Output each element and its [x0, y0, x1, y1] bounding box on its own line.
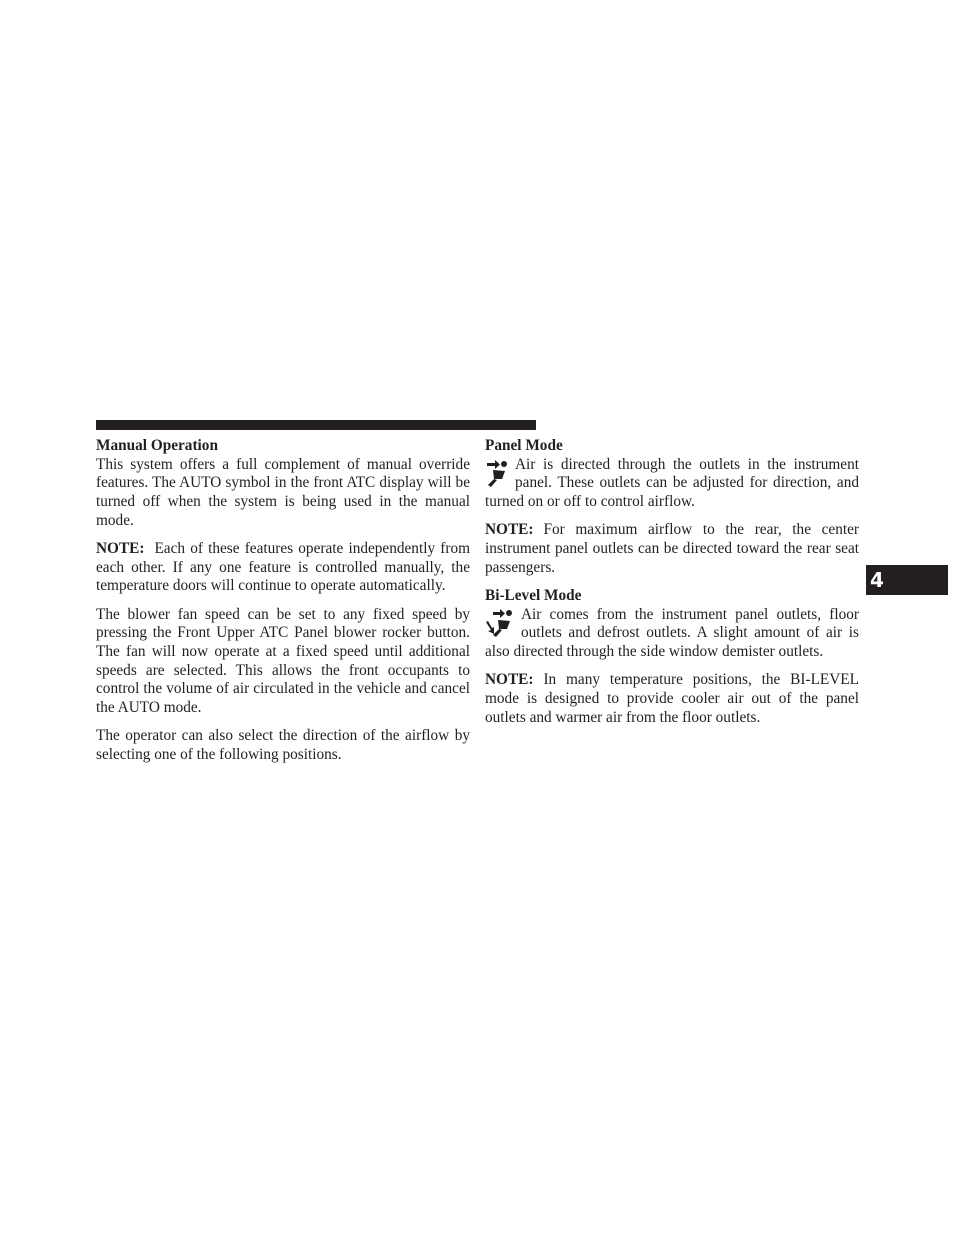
- independent-features-note: [96, 540, 470, 596]
- bi-level-mode-icon: [485, 608, 515, 638]
- note-label: NOTE:: [485, 521, 534, 539]
- airflow-direction-paragraph: The operator can also select the direction of the airflow by selecting one of the following positions.: [96, 727, 470, 764]
- bi-level-mode-text: Air comes from the instrument panel outlets, floor outlets and defrost outlets. A slight amount of air is also directed through the side window demister outlets.: [485, 605, 859, 661]
- section-top-rule: [96, 420, 536, 430]
- right-column: [485, 437, 859, 737]
- note-text: In many temperature positions, the BI-LEVEL mode is designed to provide cooler air out of the panel outlets and warmer air from the floor outlets.: [485, 671, 859, 726]
- rear-airflow-note: [485, 521, 859, 577]
- note-text: For maximum airflow to the rear, the center instrument panel outlets can be directed toward the rear seat passengers.: [485, 521, 859, 576]
- bi-level-mode-paragraph: [485, 606, 859, 662]
- panel-mode-paragraph: [485, 456, 859, 512]
- note-text: Each of these features operate independently from each other. If any one feature is controlled manually, the temperature doors will continue to operate automatically.: [96, 540, 470, 595]
- bi-level-temperature-note: [485, 671, 859, 727]
- panel-mode-heading: Panel Mode: [485, 437, 563, 454]
- bi-level-mode-heading: Bi-Level Mode: [485, 586, 582, 604]
- blower-fan-paragraph: The blower fan speed can be set to any fixed speed by pressing the Front Upper ATC Panel blower rocker button. The fan will now operate at a fixed speed until additional speeds are selected. This allows the front occupants to control the volume of air circulated in the vehicle and cancel the AUTO mode.: [96, 605, 470, 717]
- manual-operation-heading: Manual Operation: [96, 437, 218, 454]
- chapter-number: 4: [870, 568, 884, 592]
- note-label: NOTE:: [485, 671, 534, 689]
- note-label: NOTE:: [96, 540, 145, 558]
- panel-mode-text: Air is directed through the outlets in the instrument panel. These outlets can be adjusted for direction, and turned on or off to control airflow.: [485, 455, 859, 511]
- manual-operation-paragraph: This system offers a full complement of manual override features. The AUTO symbol in the front ATC display will be turned off when the system is being used in the manual mode.: [96, 455, 470, 529]
- panel-mode-icon: [485, 458, 509, 488]
- left-column: [96, 437, 470, 774]
- chapter-tab: [866, 565, 948, 595]
